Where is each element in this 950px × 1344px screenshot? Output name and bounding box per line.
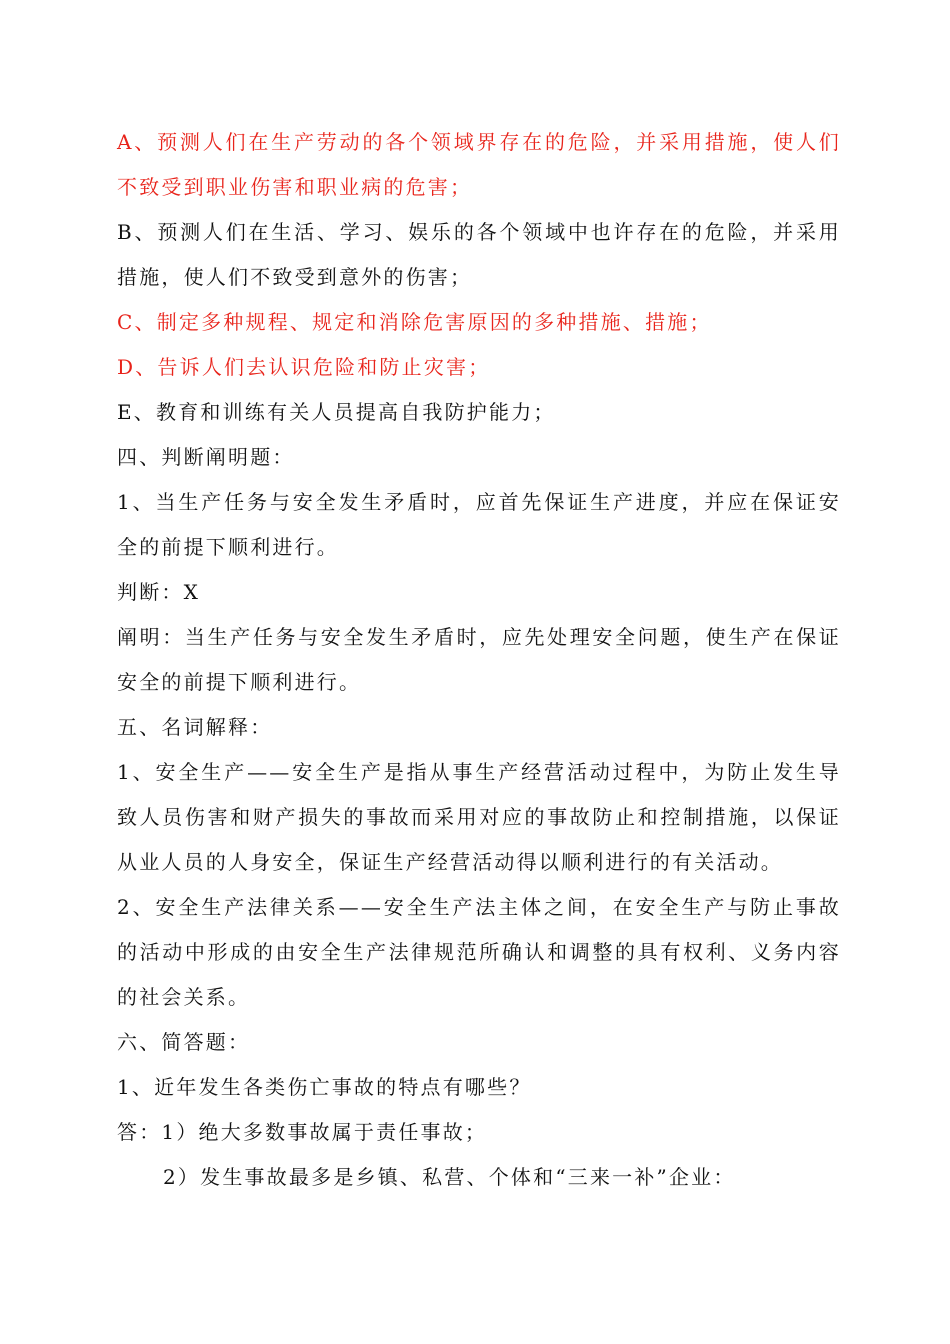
option-e: E、教育和训练有关人员提高自我防护能力； — [117, 400, 556, 424]
short-answer-question-1: 1、近年发生各类伤亡事故的特点有哪些？ — [117, 1075, 532, 1099]
section-heading-short-answer: 六、简答题： — [117, 1030, 251, 1054]
section-heading-judgment: 四、判断阐明题： — [117, 445, 295, 469]
judgment-answer: 判断：X — [117, 580, 201, 604]
option-d: D、告诉人们去认识危险和防止灾害； — [117, 355, 491, 379]
section-heading-terms: 五、名词解释： — [117, 715, 273, 739]
option-c: C、制定多种规程、规定和消除危害原因的多种措施、措施； — [117, 310, 712, 334]
term-definition-2: 2、安全生产法律关系——安全生产法主体之间，在安全生产与防止事故的活动中形成的由安全生产法律规范所确认和调整的具有权利、义务内容的社会关系。 — [117, 895, 841, 1009]
judgment-question-1: 1、当生产任务与安全发生矛盾时，应首先保证生产进度，并应在保证安全的前提下顺利进行。 — [117, 490, 841, 559]
option-a: A、预测人们在生产劳动的各个领域界存在的危险，并采用措施，使人们不致受到职业伤害和职业病的危害； — [117, 130, 841, 199]
short-answer-item-1: 答：1）绝大多数事故属于责任事故； — [117, 1120, 488, 1144]
document-page — [117, 120, 841, 1200]
option-b: B、预测人们在生活、学习、娱乐的各个领域中也许存在的危险，并采用措施，使人们不致受到意外的伤害； — [117, 220, 841, 289]
short-answer-item-2: 2）发生事故最多是乡镇、私营、个体和“三来一补”企业： — [163, 1165, 736, 1189]
term-definition-1: 1、安全生产——安全生产是指从事生产经营活动过程中，为防止发生导致人员伤害和财产损失的事故而采用对应的事故防止和控制措施，以保证从业人员的人身安全，保证生产经营活动得以顺利进行的有关活动。 — [117, 760, 841, 874]
judgment-explanation: 阐明：当生产任务与安全发生矛盾时，应先处理安全问题，使生产在保证安全的前提下顺利进行。 — [117, 625, 841, 694]
